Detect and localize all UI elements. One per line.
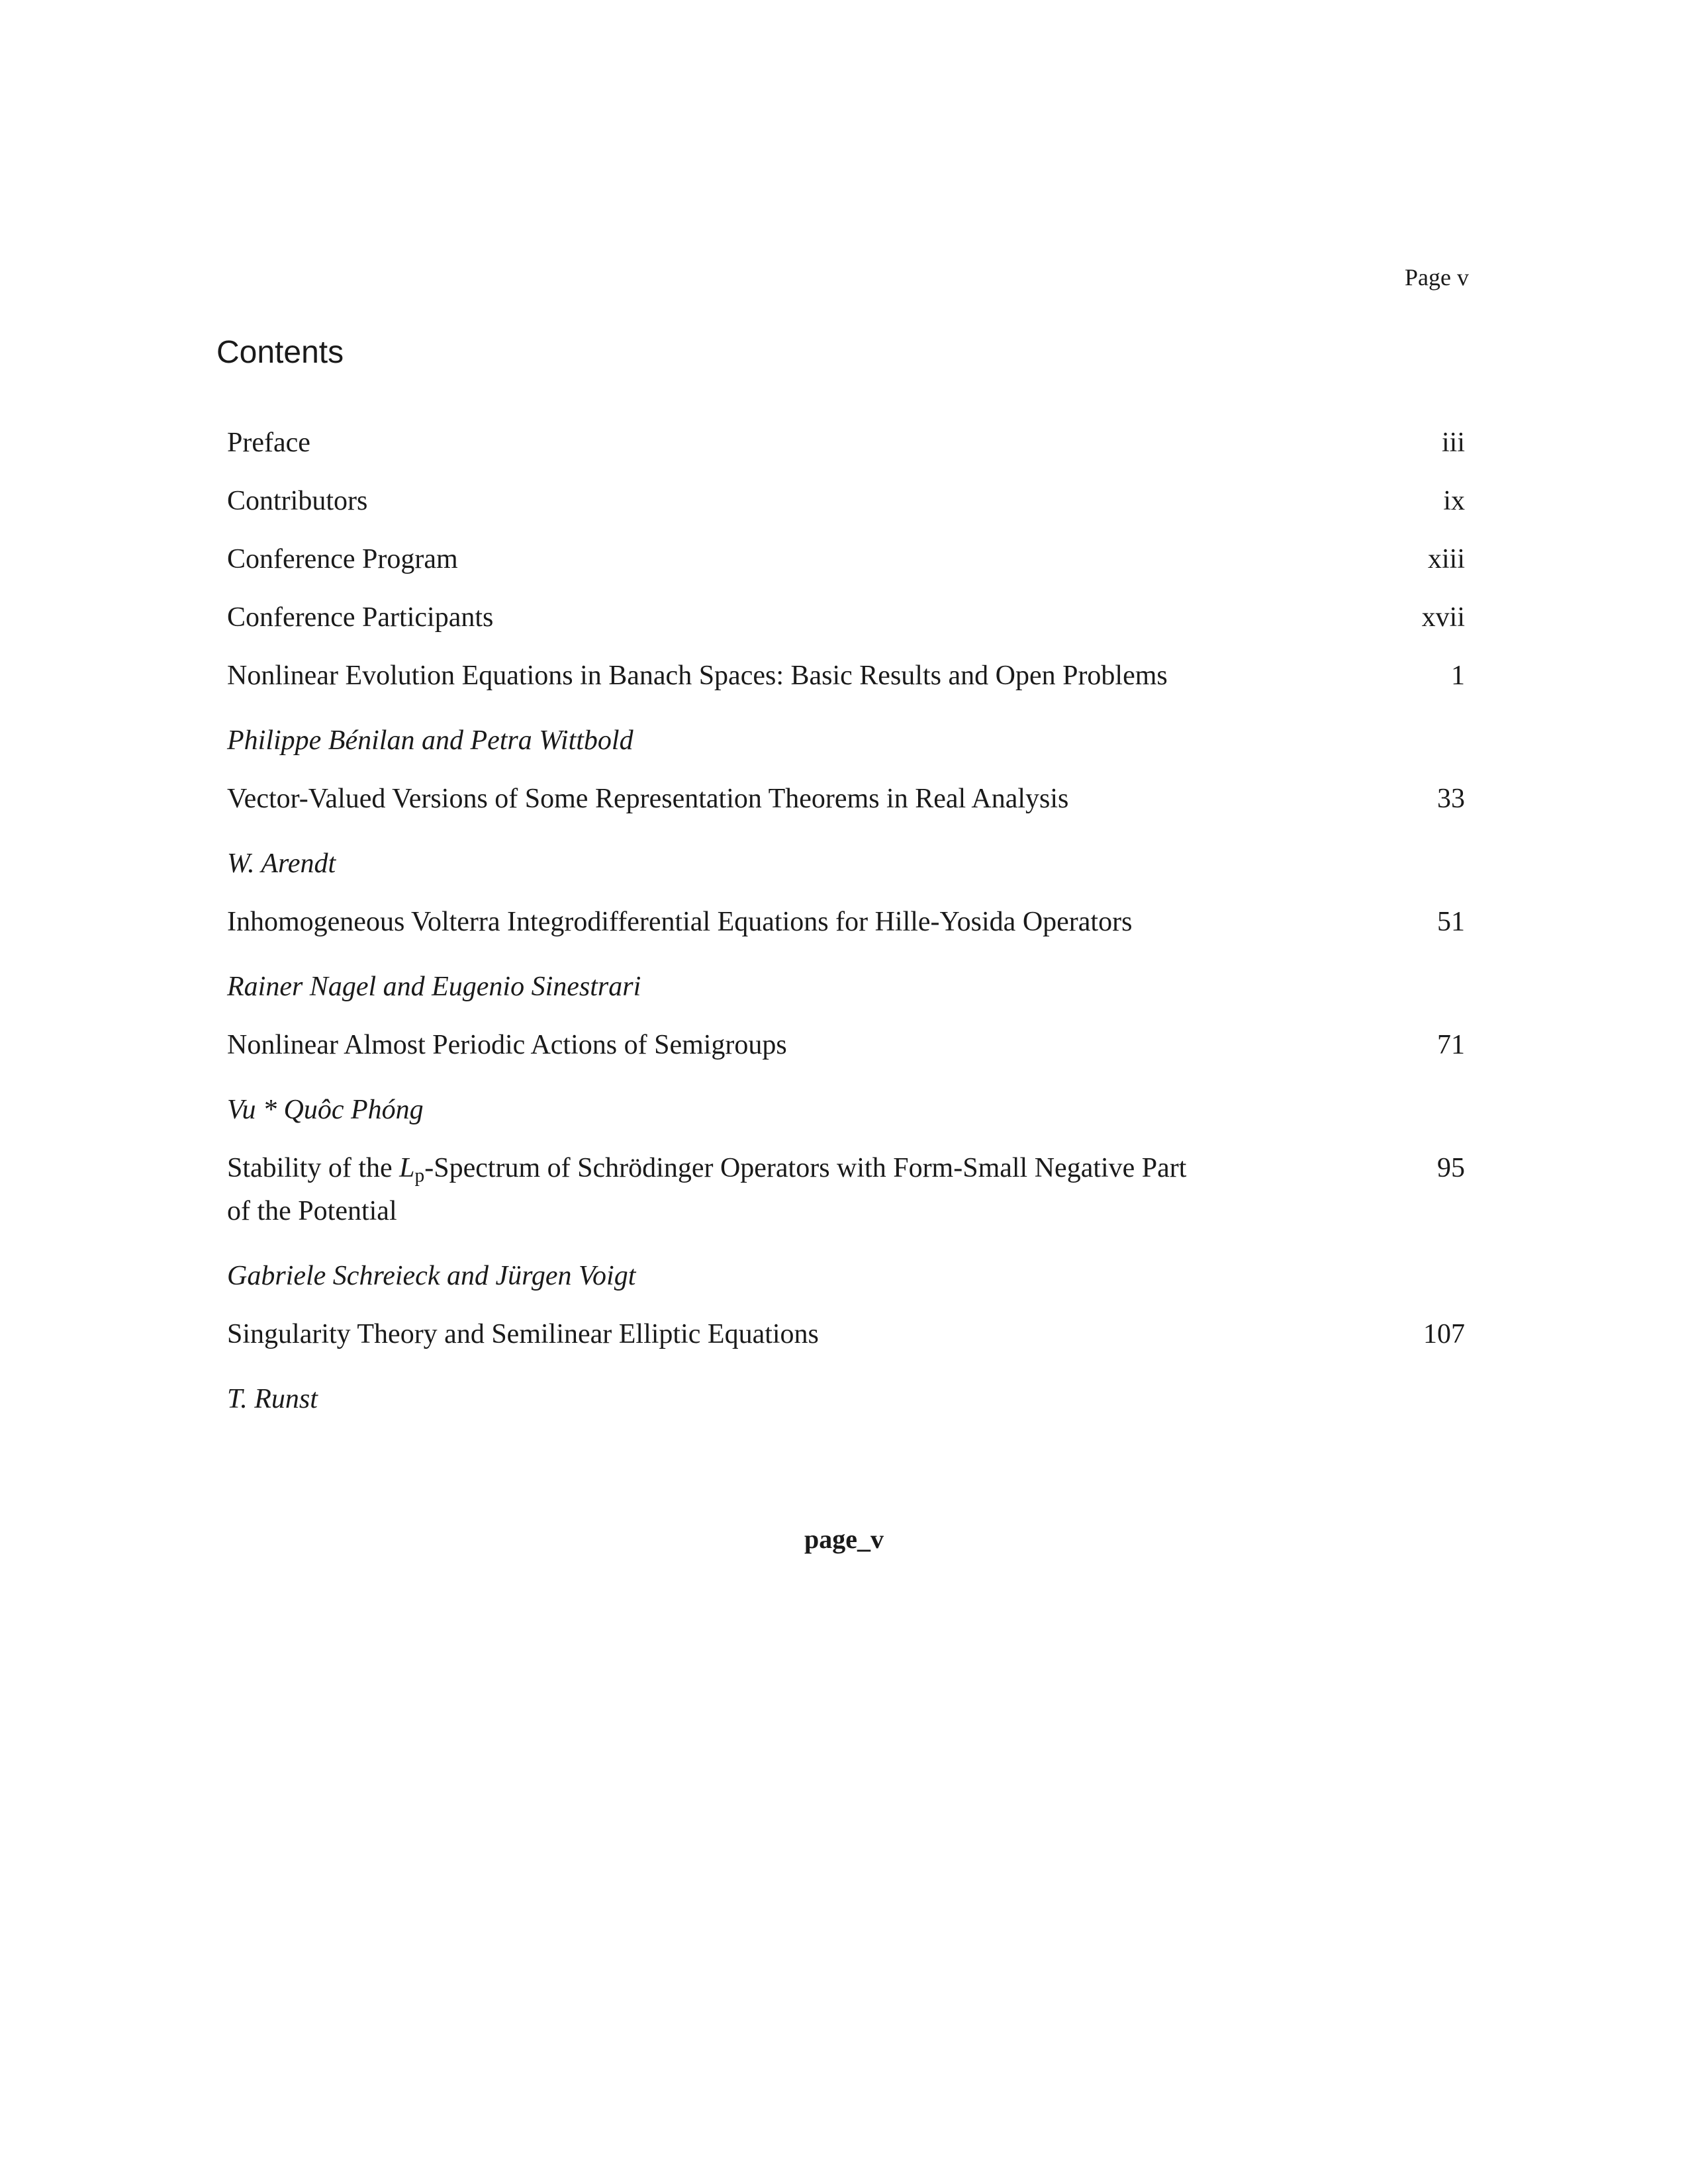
toc-entry-nonlinear-evolution[interactable] [227, 658, 1465, 694]
toc-entry-author: Philippe Bénilan and Petra Wittbold [227, 725, 633, 756]
toc-entry-author: T. Runst [227, 1384, 318, 1415]
toc-entry-page: 1 [1451, 660, 1465, 691]
toc-entry-title: Conference Participants [227, 602, 494, 633]
page-header-label: Page v [1405, 264, 1469, 291]
toc-entry-title: Singularity Theory and Semilinear Elliptic Equations [227, 1319, 819, 1350]
toc-entry-page: 95 [1437, 1153, 1465, 1183]
math-variable-l: L [399, 1153, 415, 1183]
toc-entry-singularity-theory[interactable] [227, 1316, 1465, 1352]
title-text-before: Stability of the [227, 1153, 400, 1183]
toc-entry-title [227, 1150, 1207, 1229]
math-subscript-p: p [414, 1165, 425, 1187]
toc-entry-page: iii [1441, 428, 1465, 458]
toc-entry-title: Contributors [227, 486, 368, 516]
title-text-after: -Spectrum of Schrödinger Operators with Form-Small Negative Part of the Potential [227, 1153, 1187, 1227]
toc-entry-title: Nonlinear Evolution Equations in Banach Spaces: Basic Results and Open Problems [227, 660, 1168, 691]
toc-entry-almost-periodic[interactable] [227, 1027, 1465, 1063]
toc-entry-preface[interactable] [227, 425, 1465, 461]
page-footer-marker: page_v [804, 1524, 884, 1554]
table-of-contents [227, 425, 1465, 1417]
toc-entry-author: Vu * Quôc Phóng [227, 1095, 424, 1125]
toc-entry-author: Rainer Nagel and Eugenio Sinestrari [227, 972, 641, 1002]
toc-entry-conference-participants[interactable] [227, 600, 1465, 635]
toc-entry-author: Gabriele Schreieck and Jürgen Voigt [227, 1261, 636, 1292]
contents-title: Contents [216, 335, 344, 370]
toc-entry-page: 51 [1437, 907, 1465, 937]
toc-entry-title: Nonlinear Almost Periodic Actions of Semigroups [227, 1030, 787, 1060]
toc-entry-inhomogeneous-volterra[interactable] [227, 904, 1465, 940]
toc-entry-conference-program[interactable] [227, 541, 1465, 577]
toc-entry-page: ix [1443, 486, 1465, 516]
toc-entry-page: xiii [1427, 544, 1465, 574]
toc-entry-title: Conference Program [227, 544, 458, 574]
toc-entry-author: W. Arendt [227, 848, 336, 879]
toc-entry-vector-valued[interactable] [227, 781, 1465, 817]
toc-entry-title: Vector-Valued Versions of Some Representation Theorems in Real Analysis [227, 784, 1069, 814]
toc-entry-page: 107 [1423, 1319, 1465, 1350]
toc-entry-page: 33 [1437, 784, 1465, 814]
toc-entry-stability-lp-spectrum[interactable] [227, 1150, 1465, 1229]
toc-entry-title: Inhomogeneous Volterra Integrodifferential Equations for Hille-Yosida Operators [227, 907, 1133, 937]
toc-entry-page: xvii [1421, 602, 1465, 633]
toc-entry-page: 71 [1437, 1030, 1465, 1060]
toc-entry-contributors[interactable] [227, 483, 1465, 519]
toc-entry-title: Preface [227, 428, 310, 458]
